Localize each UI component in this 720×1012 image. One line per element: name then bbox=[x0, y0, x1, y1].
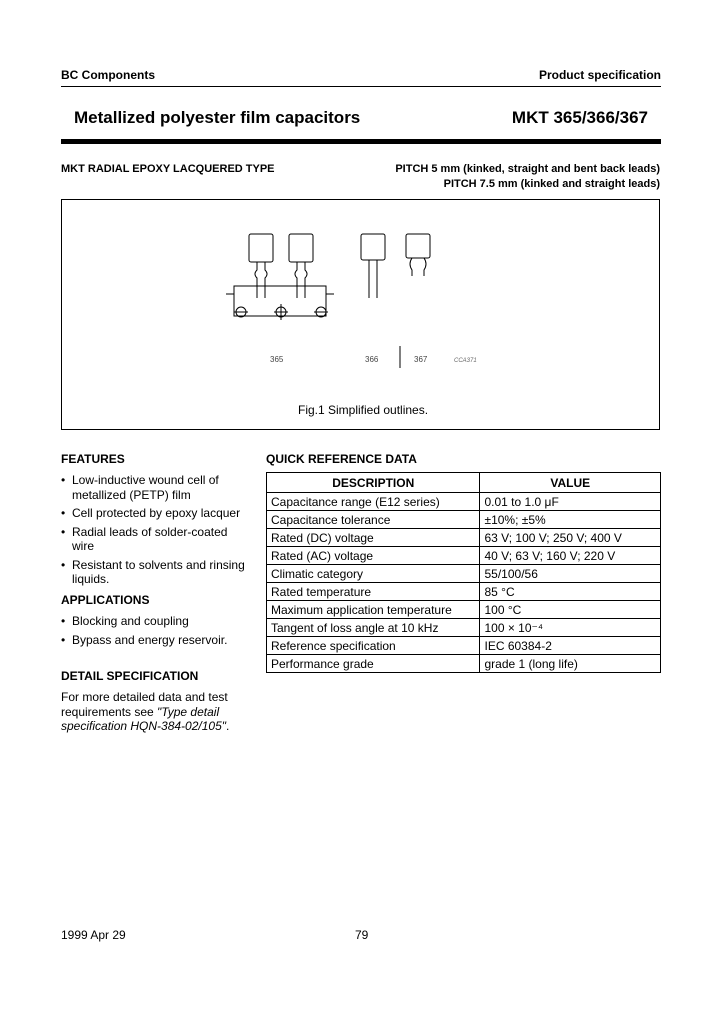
company-name: BC Components bbox=[61, 68, 155, 82]
table-row bbox=[267, 547, 661, 565]
row-description: Rated temperature bbox=[267, 583, 480, 601]
applications-list bbox=[61, 614, 249, 651]
part-numbers: MKT 365/366/367 bbox=[511, 108, 648, 127]
title-rule bbox=[61, 139, 661, 144]
table-row bbox=[267, 529, 661, 547]
row-description: Reference specification bbox=[267, 637, 480, 655]
footer-date: 1999 Apr 29 bbox=[61, 928, 126, 942]
figure-caption: Fig.1 Simplified outlines. bbox=[298, 403, 429, 417]
capacitor-body-4 bbox=[406, 234, 430, 258]
list-item: • Low-inductive wound cell of metallized (PETP) film bbox=[61, 473, 249, 502]
column-header-value: VALUE bbox=[480, 473, 661, 493]
capacitor-body-2 bbox=[289, 234, 313, 262]
applications-title: APPLICATIONS bbox=[61, 593, 150, 607]
row-description: Rated (DC) voltage bbox=[267, 529, 480, 547]
table-row bbox=[267, 619, 661, 637]
row-value: IEC 60384-2 bbox=[480, 637, 661, 655]
detail-spec-prefix: For more detailed data and test requirements see bbox=[61, 690, 228, 719]
row-description: Capacitance tolerance bbox=[267, 511, 480, 529]
quick-reference-title: QUICK REFERENCE DATA bbox=[266, 452, 417, 466]
page-number: 79 bbox=[355, 928, 369, 942]
table-row bbox=[267, 511, 661, 529]
detail-spec-text bbox=[61, 690, 233, 734]
document-type: Product specification bbox=[538, 68, 661, 82]
row-description: Performance grade bbox=[267, 655, 480, 673]
detail-spec-title: DETAIL SPECIFICATION bbox=[61, 669, 199, 683]
row-value: 85 °C bbox=[480, 583, 661, 601]
capacitor-body-3 bbox=[361, 234, 385, 260]
table-row bbox=[267, 583, 661, 601]
list-item: • Blocking and coupling bbox=[61, 614, 249, 629]
figure-label-365: 365 bbox=[270, 355, 284, 364]
row-value: grade 1 (long life) bbox=[480, 655, 661, 673]
column-header-description: DESCRIPTION bbox=[267, 473, 480, 493]
row-description: Tangent of loss angle at 10 kHz bbox=[267, 619, 480, 637]
capacitor-outline-drawing bbox=[62, 200, 659, 429]
row-description: Capacitance range (E12 series) bbox=[267, 493, 480, 511]
list-item: • Resistant to solvents and rinsing liquids. bbox=[61, 558, 249, 587]
capacitor-body-1 bbox=[249, 234, 273, 262]
figure-box bbox=[61, 199, 660, 430]
type-label: MKT RADIAL EPOXY LACQUERED TYPE bbox=[61, 163, 275, 175]
table-row bbox=[267, 493, 661, 511]
table-row bbox=[267, 565, 661, 583]
features-title: FEATURES bbox=[61, 452, 125, 466]
row-value: 100 × 10⁻⁴ bbox=[480, 619, 661, 637]
row-value: 100 °C bbox=[480, 601, 661, 619]
row-value: ±10%; ±5% bbox=[480, 511, 661, 529]
list-item: • Cell protected by epoxy lacquer bbox=[61, 506, 249, 521]
table-row bbox=[267, 601, 661, 619]
row-value: 63 V; 100 V; 250 V; 400 V bbox=[480, 529, 661, 547]
pitch-line-2: PITCH 7.5 mm (kinked and straight leads) bbox=[443, 178, 660, 190]
row-description: Rated (AC) voltage bbox=[267, 547, 480, 565]
figure-code: CCA371 bbox=[454, 358, 477, 364]
features-list bbox=[61, 473, 249, 591]
page-title: Metallized polyester film capacitors bbox=[74, 108, 361, 127]
header-rule bbox=[61, 86, 661, 87]
list-item: • Radial leads of solder-coated wire bbox=[61, 525, 249, 554]
table-row bbox=[267, 655, 661, 673]
table-header-row bbox=[267, 473, 661, 493]
detail-spec-reference: "Type detail specification HQN-384-02/105" bbox=[61, 704, 227, 733]
row-description: Maximum application temperature bbox=[267, 601, 480, 619]
list-item: • Bypass and energy reservoir. bbox=[61, 633, 249, 648]
row-description: Climatic category bbox=[267, 565, 480, 583]
table-row bbox=[267, 637, 661, 655]
figure-label-366: 366 bbox=[365, 355, 379, 364]
figure-label-367: 367 bbox=[414, 355, 428, 364]
row-value: 0.01 to 1.0 μF bbox=[480, 493, 661, 511]
pitch-line-1: PITCH 5 mm (kinked, straight and bent back leads) bbox=[395, 163, 660, 175]
row-value: 40 V; 63 V; 160 V; 220 V bbox=[480, 547, 661, 565]
detail-spec-suffix: . bbox=[226, 719, 230, 733]
row-value: 55/100/56 bbox=[480, 565, 661, 583]
quick-reference-table bbox=[266, 472, 661, 673]
